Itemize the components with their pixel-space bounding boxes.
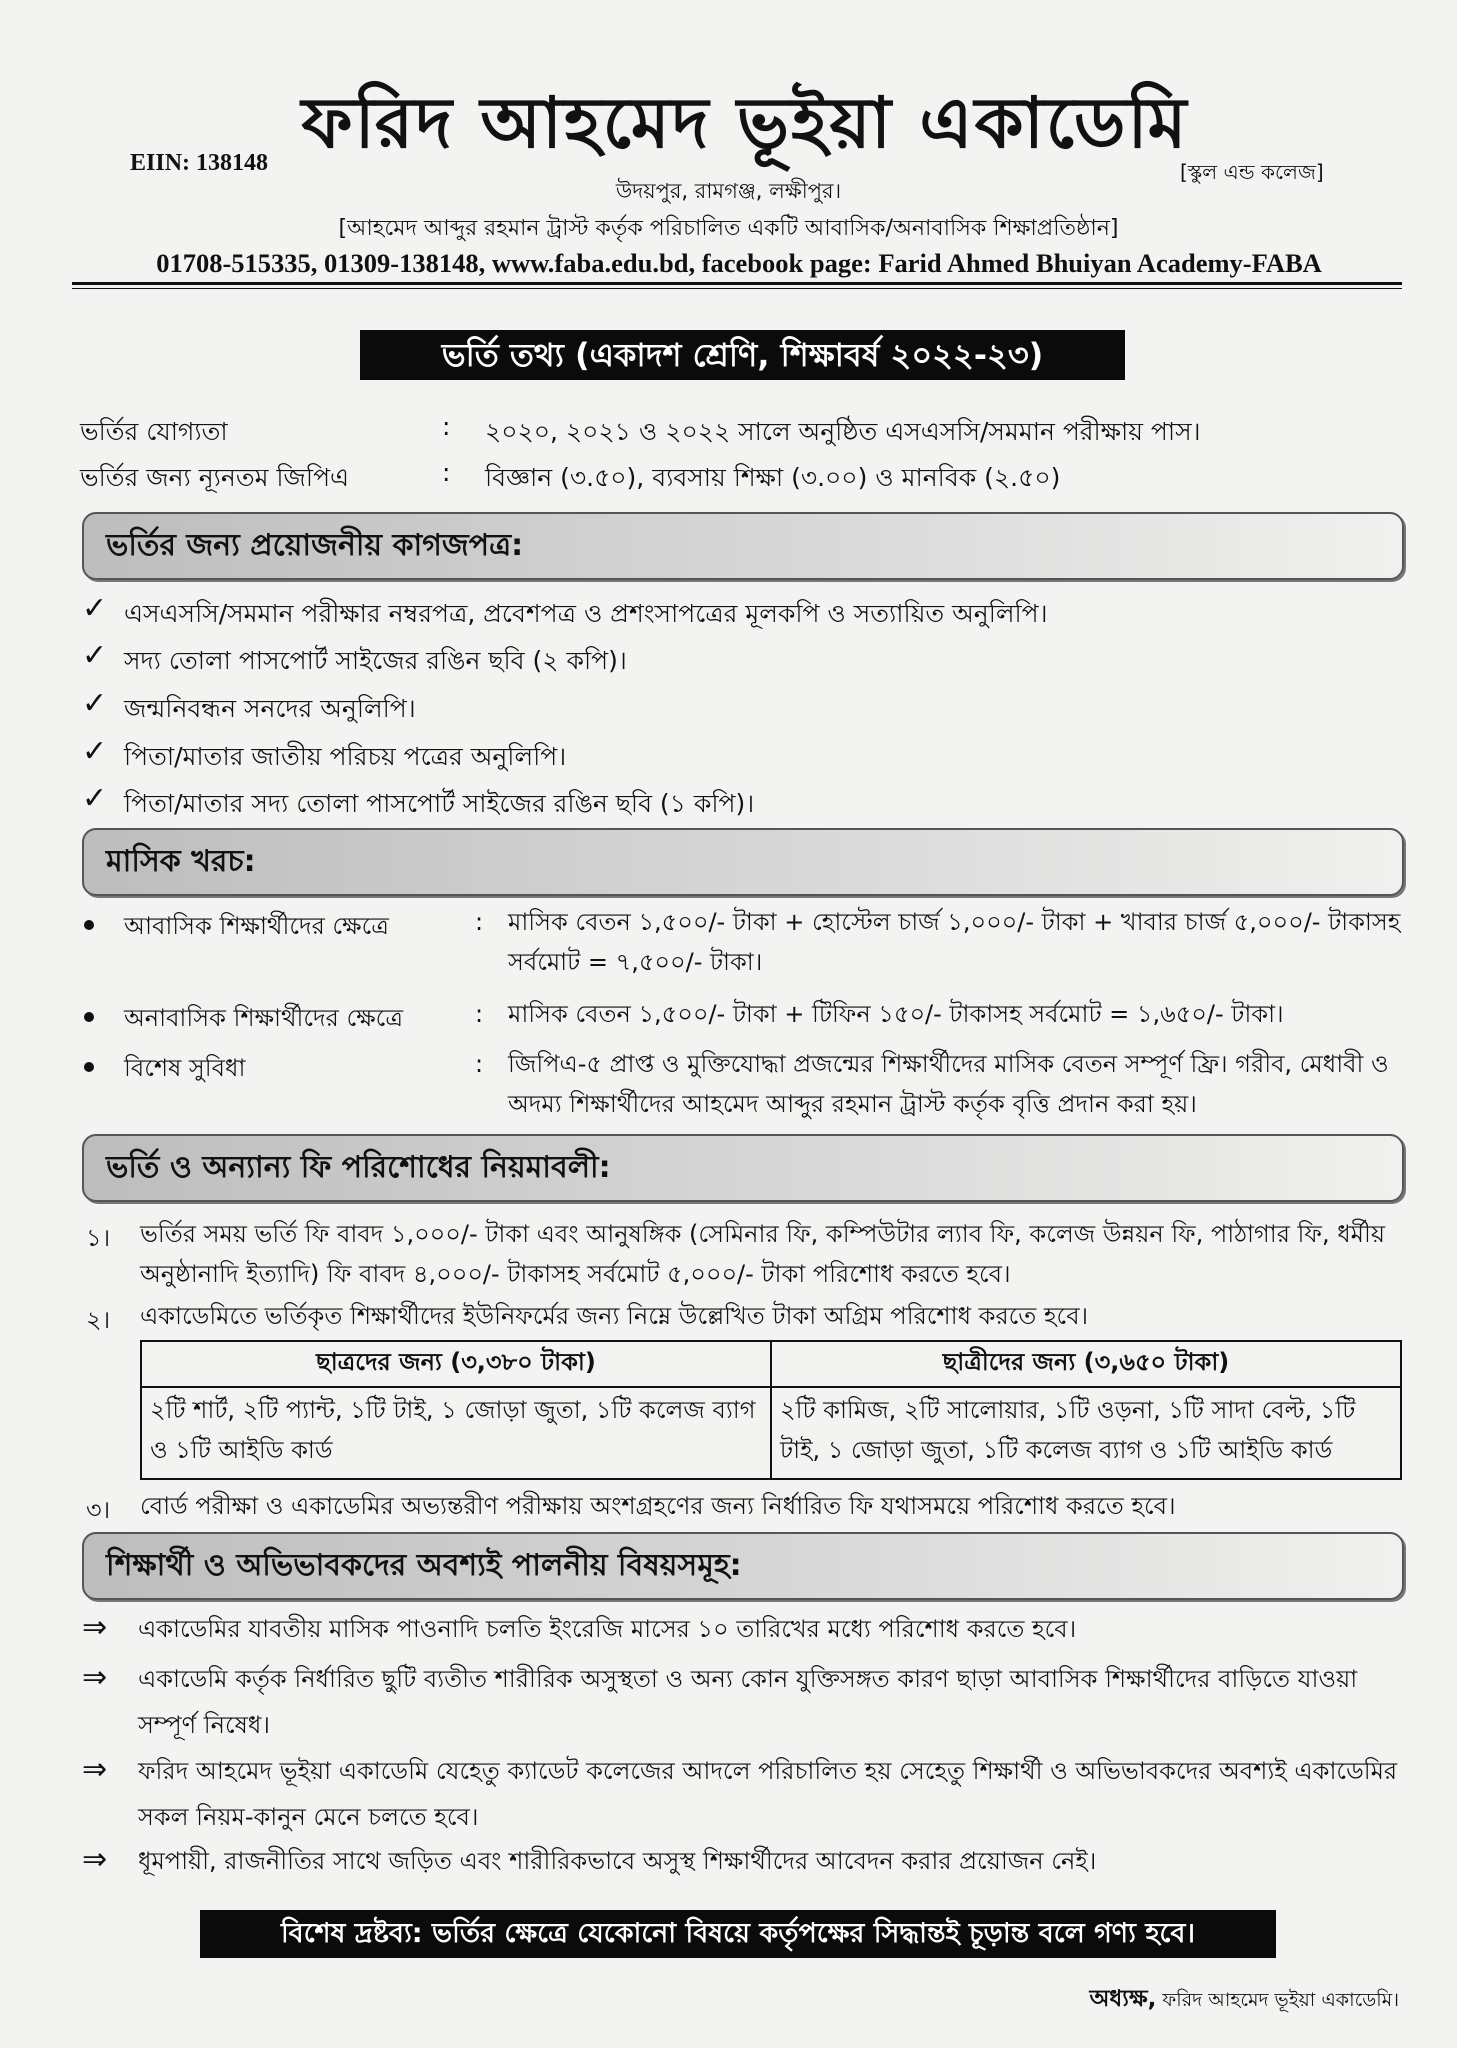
list-item	[82, 591, 1412, 634]
obligation-text: একাডেমি কর্তৃক নির্ধারিত ছুটি ব্যতীত শারীরিক অসুস্থতা ও অন্য কোন যুক্তিসঙ্গত কারণ ছাড়া আবাসিক শিক্ষার্থীদের বাড়িতে যাওয়া সম্পূর্ণ নিষেধ।	[138, 1665, 1358, 1739]
table-row	[141, 1387, 1401, 1479]
rule-text: একাডেমিতে ভর্তিকৃত শিক্ষার্থীদের ইউনিফর্মের জন্য নিম্নে উল্লেখিত টাকা অগ্রিম পরিশোধ করতে হবে।	[140, 1302, 1089, 1330]
notice-title: ভর্তি তথ্য (একাদশ শ্রেণি, শিক্ষাবর্ষ ২০২২-২৩)	[360, 330, 1125, 380]
trust-line: [আহমেদ আব্দুর রহমান ট্রাস্ট কর্তৃক পরিচালিত একটি আবাসিক/অনাবাসিক শিক্ষাপ্রতিষ্ঠান]	[338, 216, 1119, 241]
uniform-table	[140, 1340, 1402, 1480]
eligibility-value: বিজ্ঞান (৩.৫০), ব্যবসায় শিক্ষা (৩.০০) ও মানবিক (২.৫০)	[485, 463, 1061, 492]
obligation-text: ফরিদ আহমেদ ভূইয়া একাডেমি যেহেতু ক্যাডেট কলেজের আদলে পরিচালিত হয় সেহেতু শিক্ষার্থী ও অভিভাবকদের অবশ্যই একাডেমির সকল নিয়ম-কানুন মেনে চলতে হবে।	[138, 1757, 1398, 1831]
bullet-icon	[84, 1062, 94, 1072]
section-header-monthly-cost	[82, 828, 1404, 896]
colon: :	[475, 1000, 484, 1028]
list-item	[82, 686, 1412, 729]
rule-number: ২।	[86, 1306, 111, 1334]
list-item	[82, 734, 1412, 777]
eligibility-label: ভর্তির জন্য ন্যূনতম জিপিএ	[80, 463, 350, 492]
document-text: পিতা/মাতার সদ্য তোলা পাসপোর্ট সাইজের রঙিন ছবি (১ কপি)।	[124, 789, 755, 818]
arrow-right-icon: ⇒	[82, 1842, 108, 1877]
school-type: [স্কুল এন্ড কলেজ]	[1180, 160, 1324, 184]
signature	[1090, 1980, 1400, 2019]
obligation-text: একাডেমির যাবতীয় মাসিক পাওনাদি চলতি ইংরেজি মাসের ১০ তারিখের মধ্যে পরিশোধ করতে হবে।	[138, 1615, 1077, 1643]
document-text: পিতা/মাতার জাতীয় পরিচয় পত্রের অনুলিপি।	[124, 742, 567, 771]
signature-org: ফরিদ আহমেদ ভূইয়া একাডেমি।	[1162, 1989, 1399, 2011]
eligibility-row	[80, 458, 1400, 498]
check-icon: ✓	[82, 686, 108, 721]
bullet-icon	[84, 920, 94, 930]
school-address: উদয়পুর, রামগঞ্জ, লক্ষীপুর।	[615, 179, 842, 203]
school-name: ফরিদ আহমেদ ভূইয়া একাডেমি	[301, 82, 1189, 164]
check-icon: ✓	[82, 734, 108, 769]
list-item	[82, 638, 1412, 681]
table-header: ছাত্রীদের জন্য (৩,৬৫০ টাকা)	[771, 1341, 1401, 1387]
cost-value: জিপিএ-৫ প্রাপ্ত ও মুক্তিযোদ্ধা প্রজন্মের শিক্ষার্থীদের মাসিক বেতন সম্পূর্ণ ফ্রি। গরীব, মেধাবী ও অদম্য শিক্ষার্থীদের আহমেদ আব্দুর রহমান ট্রাস্ট কর্তৃক বৃত্তি প্রদান করা হয়।	[508, 1050, 1389, 1118]
eiin-number: EIIN: 138148	[130, 150, 269, 176]
document-text: এসএসসি/সমমান পরীক্ষার নম্বরপত্র, প্রবেশপত্র ও প্রশংসাপত্রের মূলকপি ও সত্যায়িত অনুলিপি।	[124, 599, 1048, 628]
section-header-obligations	[82, 1532, 1404, 1600]
cost-label: আবাসিক শিক্ষার্থীদের ক্ষেত্রে	[124, 912, 389, 940]
arrow-right-icon: ⇒	[82, 1610, 108, 1645]
arrow-right-icon: ⇒	[82, 1660, 108, 1695]
colon: :	[442, 412, 451, 441]
bullet-icon	[84, 1012, 94, 1022]
check-icon: ✓	[82, 638, 108, 673]
cost-label: বিশেষ সুবিধা	[124, 1054, 246, 1082]
header-divider	[72, 282, 1402, 285]
list-item	[82, 781, 1412, 824]
cost-value: মাসিক বেতন ১,৫০০/- টাকা + হোস্টেল চার্জ ১,০০০/- টাকা + খাবার চার্জ ৫,০০০/- টাকাসহ সর্বমোট = ৭,৫০০/- টাকা।	[508, 908, 1401, 976]
section-title: ভর্তির জন্য প্রয়োজনীয় কাগজপত্র:	[106, 528, 524, 563]
cost-value: মাসিক বেতন ১,৫০০/- টাকা + টিফিন ১৫০/- টাকাসহ সর্বমোট = ১,৬৫০/- টাকা।	[508, 1000, 1284, 1028]
table-header: ছাত্রদের জন্য (৩,৩৮০ টাকা)	[141, 1341, 771, 1387]
colon: :	[475, 908, 484, 936]
header-divider-thin	[72, 288, 1402, 289]
eligibility-value: ২০২০, ২০২১ ও ২০২২ সালে অনুষ্ঠিত এসএসসি/সমমান পরীক্ষায় পাস।	[485, 417, 1201, 446]
section-header-documents	[82, 512, 1404, 580]
document-text: জন্মনিবন্ধন সনদের অনুলিপি।	[124, 694, 416, 723]
section-title: ভর্তি ও অন্যান্য ফি পরিশোধের নিয়মাবলী:	[106, 1150, 611, 1185]
eligibility-row	[80, 412, 1400, 452]
check-icon: ✓	[82, 781, 108, 816]
rule-number: ১।	[86, 1224, 111, 1252]
table-header-row	[141, 1341, 1401, 1387]
special-note: বিশেষ দ্রষ্টব্য: ভর্তির ক্ষেত্রে যেকোনো বিষয়ে কর্তৃপক্ষের সিদ্ধান্তই চূড়ান্ত বলে গণ্য হবে।	[200, 1910, 1276, 1958]
check-icon: ✓	[82, 591, 108, 626]
obligation-text: ধূমপায়ী, রাজনীতির সাথে জড়িত এবং শারীরিকভাবে অসুস্থ শিক্ষার্থীদের আবেদন করার প্রয়োজন নেই।	[138, 1847, 1097, 1875]
contact-line: 01708-515335, 01309-138148, www.faba.edu.bd, facebook page: Farid Ahmed Bhuiyan Academy-FABA	[156, 248, 1322, 278]
colon: :	[475, 1050, 484, 1078]
rule-text: বোর্ড পরীক্ষা ও একাডেমির অভ্যন্তরীণ পরীক্ষায় অংশগ্রহণের জন্য নির্ধারিত ফি যথাসময়ে পরিশোধ করতে হবে।	[140, 1492, 1176, 1520]
section-header-fees	[82, 1134, 1404, 1202]
eligibility-label: ভর্তির যোগ্যতা	[80, 417, 228, 446]
rule-text: ভর্তির সময় ভর্তি ফি বাবদ ১,০০০/- টাকা এবং আনুষঙ্গিক (সেমিনার ফি, কম্পিউটার ল্যাব ফি, কলেজ উন্নয়ন ফি, পাঠাগার ফি, ধর্মীয় অনুষ্ঠানাদি ইত্যাদি) ফি বাবদ ৪,০০০/- টাকাসহ সর্বমোট ৫,০০০/- টাকা পরিশোধ করতে হবে।	[140, 1220, 1385, 1288]
cost-label: অনাবাসিক শিক্ষার্থীদের ক্ষেত্রে	[124, 1004, 403, 1032]
table-cell: ২টি কামিজ, ২টি সালোয়ার, ১টি ওড়না, ১টি সাদা বেল্ট, ১টি টাই, ১ জোড়া জুতা, ১টি কলেজ ব্যাগ ও ১টি আইডি কার্ড	[771, 1387, 1401, 1479]
rule-number: ৩।	[86, 1496, 111, 1524]
arrow-right-icon: ⇒	[82, 1752, 108, 1787]
section-title: শিক্ষার্থী ও অভিভাবকদের অবশ্যই পালনীয় বিষয়সমূহ:	[106, 1548, 742, 1583]
signature-title: অধ্যক্ষ,	[1089, 1986, 1157, 2012]
colon: :	[442, 458, 451, 487]
document-text: সদ্য তোলা পাসপোর্ট সাইজের রঙিন ছবি (২ কপি)।	[124, 646, 627, 675]
table-cell: ২টি শার্ট, ২টি প্যান্ট, ১টি টাই, ১ জোড়া জুতা, ১টি কলেজ ব্যাগ ও ১টি আইডি কার্ড	[141, 1387, 771, 1479]
section-title: মাসিক খরচ:	[106, 844, 256, 879]
